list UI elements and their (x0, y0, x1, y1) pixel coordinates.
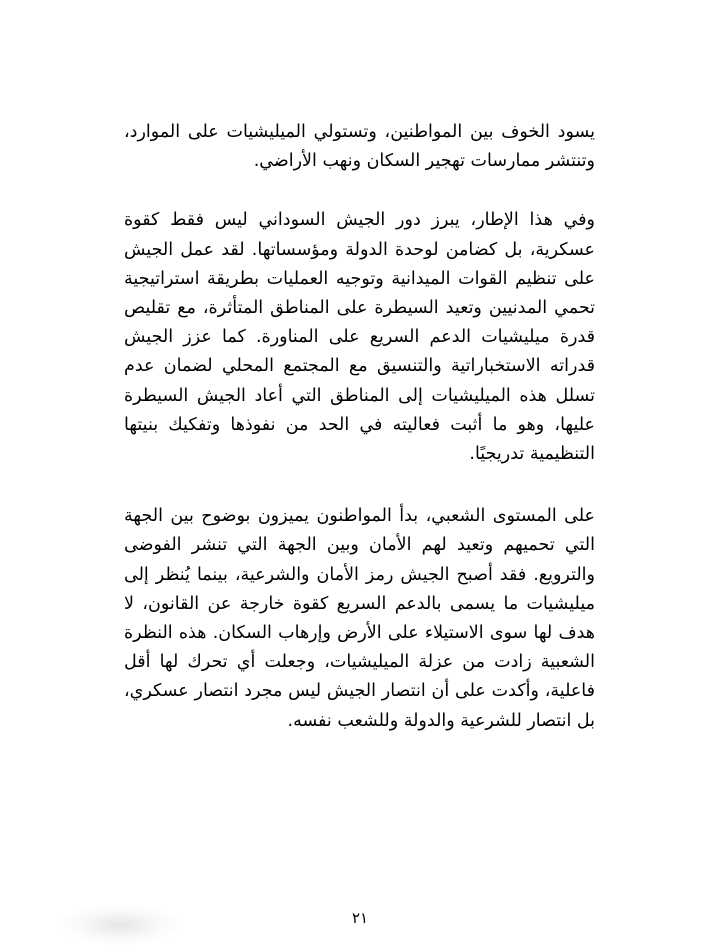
paragraph-2: وفي هذا الإطار، يبرز دور الجيش السوداني ليس فقط كقوة عسكرية، بل كضامن لوحدة الدولة ومؤسساتها. لقد عمل الجيش على تنظيم القوات الميدانية وتوجيه العمليات بطريقة استراتيجية تحمي المدنيين وتعيد السيطرة على المناطق المتأثرة، مع تقليص قدرة ميليشيات الدعم السريع على المناورة. كما عزز الجيش قدراته الاستخباراتية والتنسيق مع المجتمع المحلي لضمان عدم تسلل هذه الميليشيات إلى المناطق التي أعاد الجيش السيطرة عليها، وهو ما أثبت فعاليته في الحد من نفوذها وتفكيك بنيتها التنظيمية تدريجيًا. (124, 210, 595, 465)
paragraph-3: على المستوى الشعبي، بدأ المواطنون يميزون بوضوح بين الجهة التي تحميهم وتعيد لهم الأمان وبين الجهة التي تنشر الفوضى والترويع. فقد أصبح الجيش رمز الأمان والشرعية، بينما يُنظر إلى ميليشيات ما يسمى بالدعم السريع كقوة خارجة عن القانون، لا هدف لها سوى الاستيلاء على الأرض وإرهاب السكان. هذه النظرة الشعبية زادت من عزلة الميليشيات، وجعلت أي تحرك لها أقل فاعلية، وأكدت على أن انتصار الجيش ليس مجرد انتصار عسكري، بل انتصار للشرعية والدولة وللشعب نفسه. (124, 506, 595, 731)
page-body (124, 118, 595, 736)
page-number: ٢١ (351, 909, 369, 927)
paragraph-1: يسود الخوف بين المواطنين، وتستولي الميليشيات على الموارد، وتنتشر ممارسات تهجير السكان ونهب الأراضي. (124, 122, 595, 172)
